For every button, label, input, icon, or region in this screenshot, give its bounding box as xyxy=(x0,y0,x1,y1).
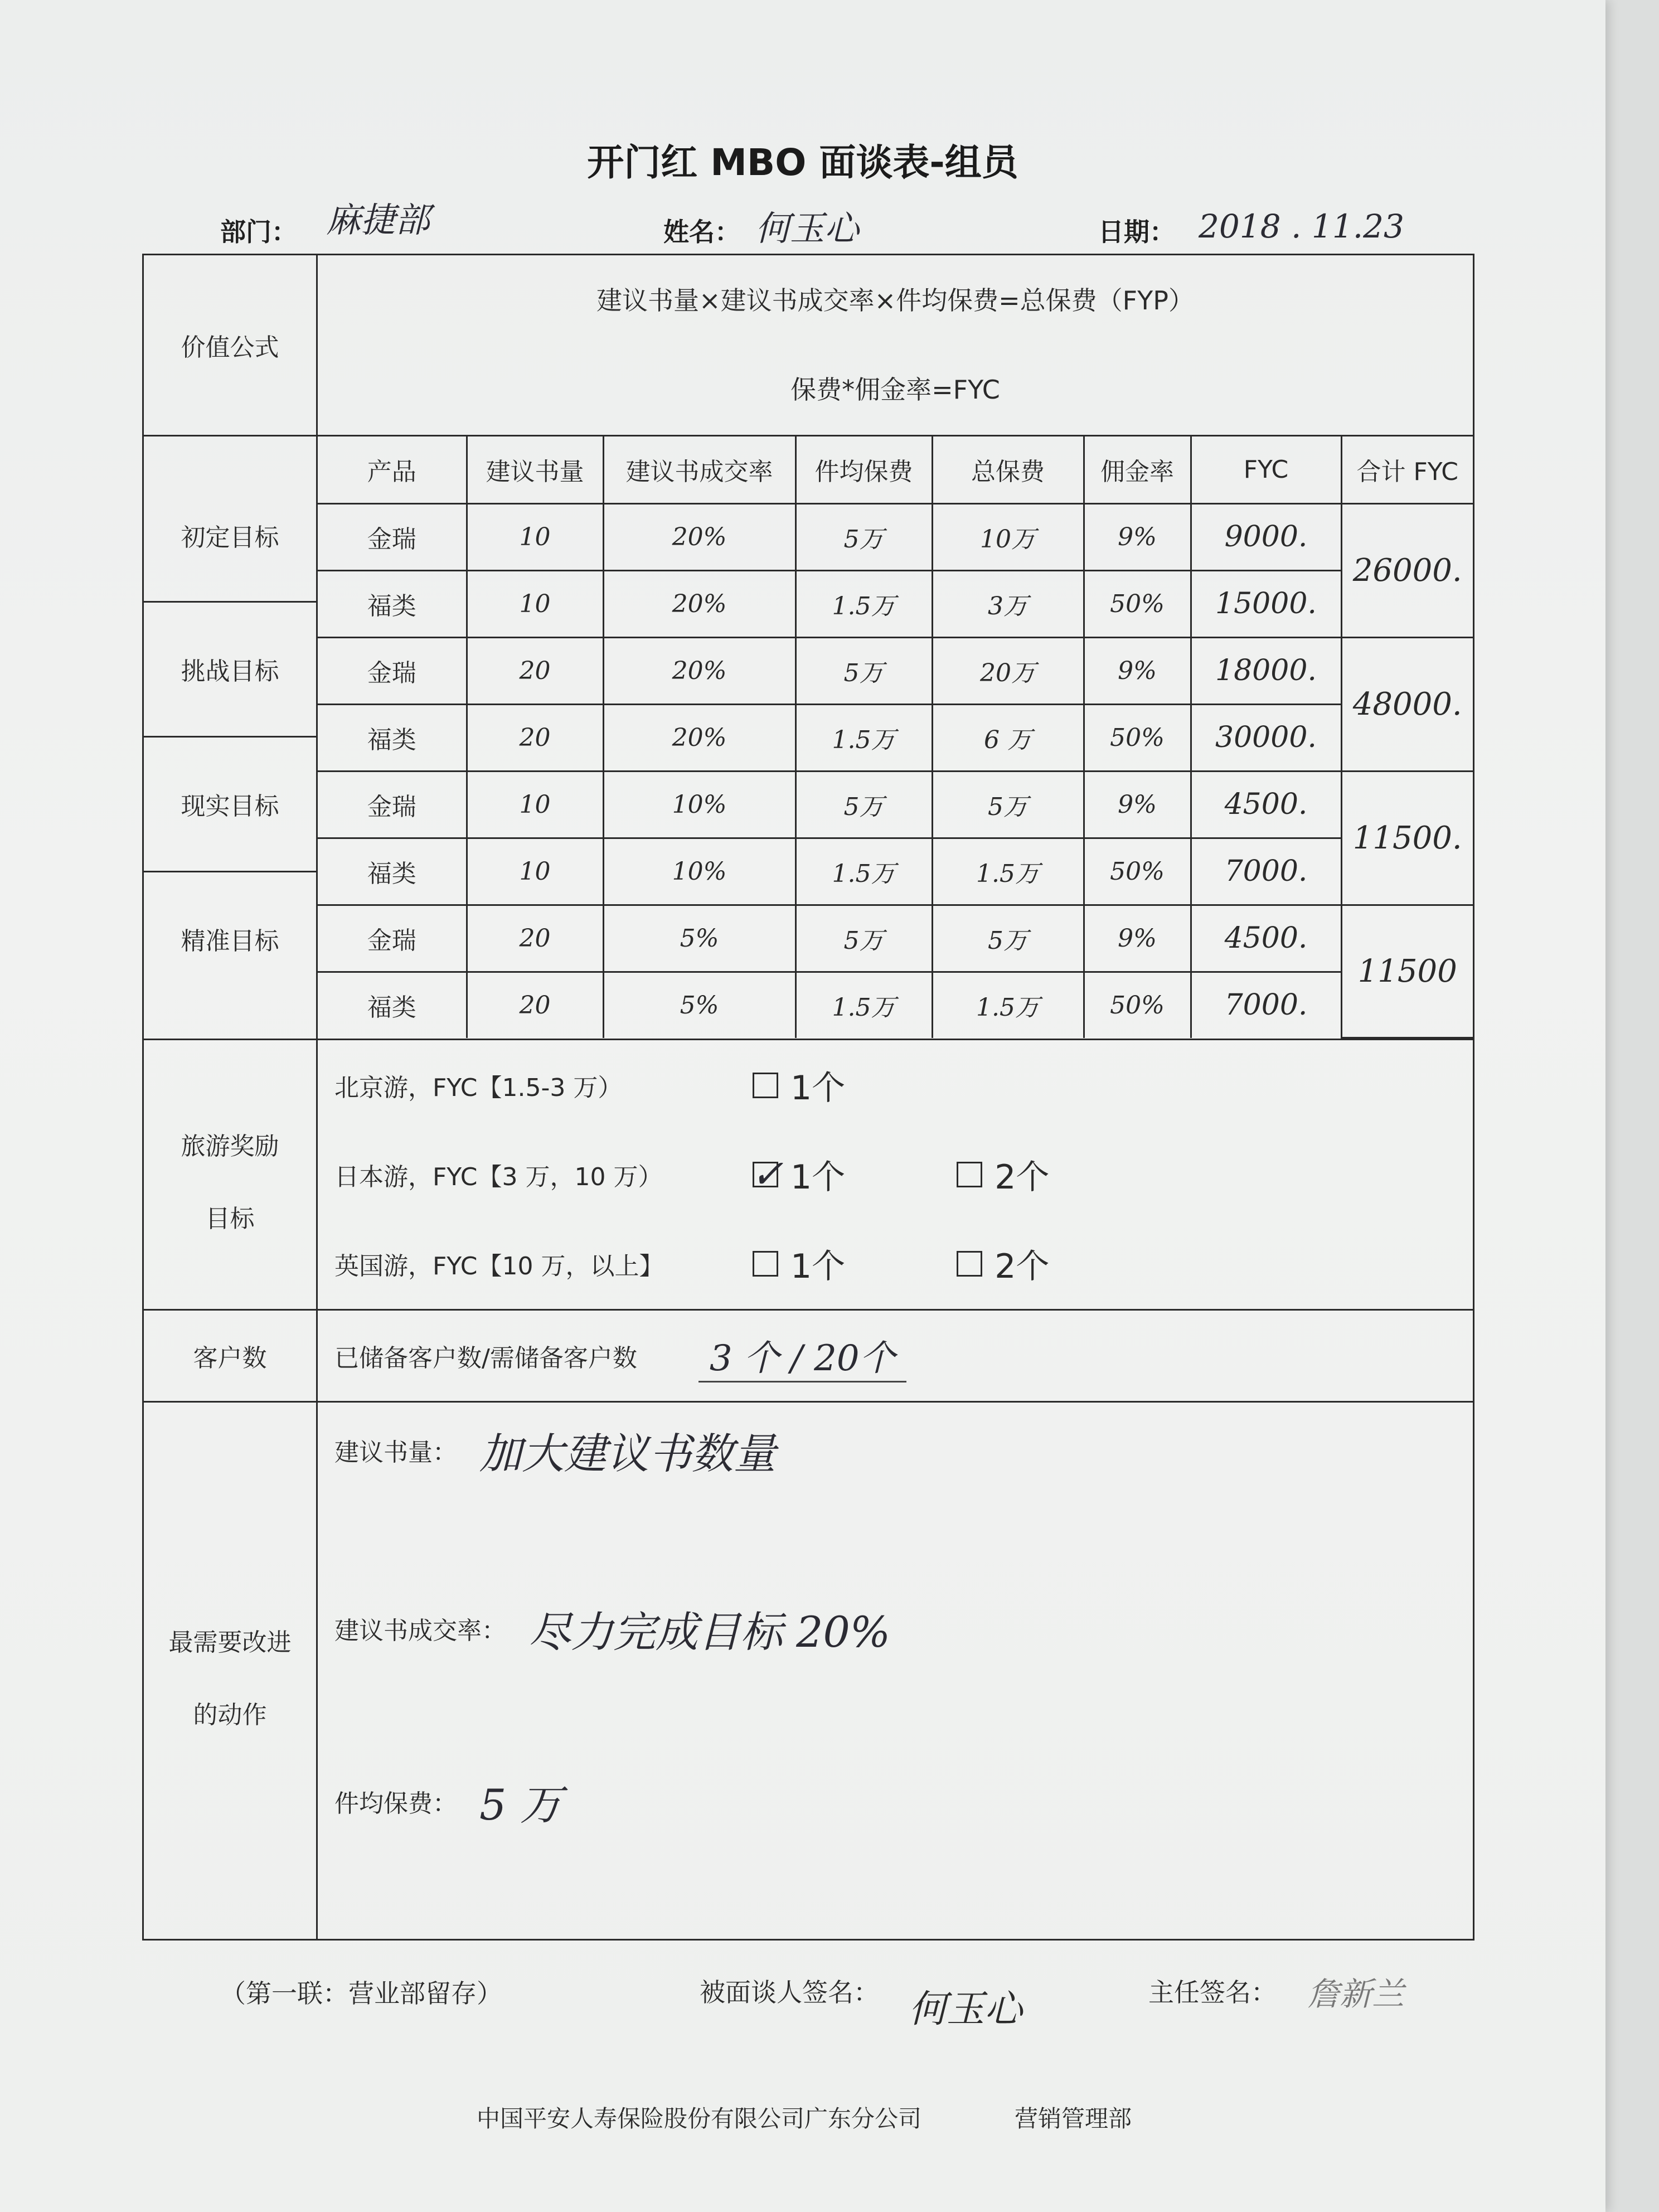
action-label: 建议书量： xyxy=(334,1438,457,1467)
row-avg-premium: 1.5万 xyxy=(795,972,932,1038)
row-rate: 5% xyxy=(603,905,795,972)
row-rate: 5% xyxy=(603,972,795,1038)
director-signature-label: 主任签名： xyxy=(1148,1977,1277,2007)
row-rate: 20% xyxy=(603,503,795,570)
row-product: 金瑞 xyxy=(318,503,467,570)
date-value: 2018 . 11.23 xyxy=(1199,207,1404,245)
beijing-option-1[interactable] xyxy=(753,1061,845,1109)
actions-cell xyxy=(317,1402,1474,1940)
travel-label-line1: 旅游奖励 xyxy=(181,1132,279,1161)
interviewee-signature-label: 被面谈人签名： xyxy=(700,1977,879,2007)
travel-options-cell xyxy=(317,1040,1474,1310)
travel-label xyxy=(143,1040,317,1310)
row-commission: 9% xyxy=(1084,771,1191,838)
row-rate: 20% xyxy=(603,704,795,771)
row-commission: 9% xyxy=(1084,503,1191,570)
targets-table xyxy=(318,436,1473,1039)
row-avg-premium: 1.5万 xyxy=(795,704,932,771)
row-commission: 50% xyxy=(1084,570,1191,637)
row-product: 金瑞 xyxy=(318,905,467,972)
actions-label-line2: 的动作 xyxy=(193,1701,267,1729)
col-header-total-fyc: 合计 FYC xyxy=(1341,436,1473,503)
row-total-premium: 1.5万 xyxy=(932,972,1084,1038)
row-commission: 9% xyxy=(1084,637,1191,704)
department-name: 营销管理部 xyxy=(1015,2105,1132,2132)
row-rate: 10% xyxy=(603,771,795,838)
action-label: 件均保费： xyxy=(334,1789,457,1818)
checkbox-icon[interactable] xyxy=(753,1073,778,1098)
row-avg-premium: 5万 xyxy=(795,637,932,704)
travel-label-line2: 目标 xyxy=(205,1205,255,1233)
uk-option-2[interactable] xyxy=(957,1240,1049,1288)
target-group-label: 挑战目标 xyxy=(144,601,316,736)
formula-line-2: 保费*佣金率=FYC xyxy=(790,375,1000,405)
beijing-row xyxy=(318,1041,1473,1130)
col-header-commission: 佣金率 xyxy=(1084,436,1191,503)
row-count: 20 xyxy=(467,972,603,1038)
target-group-label: 初定目标 xyxy=(144,470,316,602)
targets-side-table xyxy=(144,470,316,1006)
formula-line-1: 建议书量×建议书成交率×件均保费=总保费（FYP） xyxy=(596,285,1194,316)
mbo-form-table xyxy=(142,254,1474,1941)
row-avg-premium: 5万 xyxy=(795,771,932,838)
row-total-premium: 10万 xyxy=(932,503,1084,570)
row-count: 20 xyxy=(467,637,603,704)
row-total-premium: 3万 xyxy=(932,570,1084,637)
action-item xyxy=(318,1403,1473,1497)
name-value: 何玉心 xyxy=(755,208,860,249)
option-label: 1个 xyxy=(790,1158,846,1197)
action-value: 5 万 xyxy=(479,1779,562,1830)
row-commission: 50% xyxy=(1084,972,1191,1038)
date-label: 日期： xyxy=(1098,217,1175,247)
checkbox-icon[interactable] xyxy=(753,1251,778,1277)
col-header-fyc: FYC xyxy=(1191,436,1341,503)
row-total-premium: 6 万 xyxy=(932,704,1084,771)
action-item xyxy=(318,1581,1473,1676)
form-title: 开门红 MBO 面谈表-组员 xyxy=(587,141,1018,184)
row-avg-premium: 1.5万 xyxy=(795,838,932,905)
row-product: 金瑞 xyxy=(318,771,467,838)
action-item xyxy=(318,1754,1473,1849)
customers-text: 已储备客户数/需储备客户数 xyxy=(334,1344,637,1372)
row-count: 20 xyxy=(467,905,603,972)
row-fyc: 4500. xyxy=(1191,905,1341,972)
row-rate: 20% xyxy=(603,637,795,704)
row-commission: 50% xyxy=(1084,838,1191,905)
row-commission: 50% xyxy=(1084,704,1191,771)
name-label: 姓名： xyxy=(663,217,740,247)
group-total-fyc: 26000. xyxy=(1341,503,1473,637)
actions-label xyxy=(143,1402,317,1940)
customers-cell xyxy=(317,1310,1474,1402)
action-value: 加大建议书数量 xyxy=(479,1428,776,1478)
target-group-label: 精准目标 xyxy=(144,871,316,1006)
col-header-rate: 建议书成交率 xyxy=(603,436,795,503)
target-group-label: 现实目标 xyxy=(144,736,316,871)
actions-label-line1: 最需要改进 xyxy=(168,1628,292,1657)
col-header-total-premium: 总保费 xyxy=(932,436,1084,503)
row-product: 金瑞 xyxy=(318,637,467,704)
row-rate: 10% xyxy=(603,838,795,905)
customers-label: 客户数 xyxy=(143,1310,317,1402)
row-fyc: 9000. xyxy=(1191,503,1341,570)
interviewee-signature: 何玉心 xyxy=(909,1987,1023,2031)
checkbox-icon[interactable] xyxy=(957,1162,982,1187)
col-header-avg-premium: 件均保费 xyxy=(795,436,932,503)
row-total-premium: 5万 xyxy=(932,771,1084,838)
group-total-fyc: 11500 xyxy=(1341,905,1473,1038)
row-commission: 9% xyxy=(1084,905,1191,972)
row-count: 10 xyxy=(467,503,603,570)
japan-row xyxy=(318,1130,1473,1219)
row-fyc: 15000. xyxy=(1191,570,1341,637)
row-avg-premium: 5万 xyxy=(795,905,932,972)
row-fyc: 4500. xyxy=(1191,771,1341,838)
row-product: 福类 xyxy=(318,570,467,637)
value-formula-label: 价值公式 xyxy=(143,255,317,436)
row-product: 福类 xyxy=(318,972,467,1038)
col-header-count: 建议书量 xyxy=(467,436,603,503)
option-label: 2个 xyxy=(995,1158,1050,1197)
row-total-premium: 20万 xyxy=(932,637,1084,704)
uk-row xyxy=(318,1219,1473,1308)
row-rate: 20% xyxy=(603,570,795,637)
row-product: 福类 xyxy=(318,704,467,771)
copy-note: （第一联：营业部留存） xyxy=(220,1978,502,2009)
japan-text: 日本游，FYC【3 万，10 万） xyxy=(334,1163,663,1191)
customers-value: 3 个 / 20个 xyxy=(698,1330,906,1382)
row-total-premium: 1.5万 xyxy=(932,838,1084,905)
row-avg-premium: 5万 xyxy=(795,503,932,570)
row-total-premium: 5万 xyxy=(932,905,1084,972)
row-count: 20 xyxy=(467,704,603,771)
action-value: 尽力完成目标 20% xyxy=(528,1607,891,1657)
row-product: 福类 xyxy=(318,838,467,905)
checkbox-icon[interactable] xyxy=(957,1251,982,1277)
value-formula-cell xyxy=(317,255,1474,436)
row-avg-premium: 1.5万 xyxy=(795,570,932,637)
customers-line xyxy=(318,1330,1473,1382)
option-label: 1个 xyxy=(790,1069,846,1108)
beijing-text: 北京游，FYC【1.5-3 万） xyxy=(334,1074,623,1102)
row-count: 10 xyxy=(467,771,603,838)
row-fyc: 7000. xyxy=(1191,838,1341,905)
option-label: 2个 xyxy=(995,1247,1050,1286)
check-mark-icon: ✓ xyxy=(751,1151,784,1197)
uk-text: 英国游，FYC【10 万，以上】 xyxy=(334,1252,664,1280)
row-count: 10 xyxy=(467,570,603,637)
row-fyc: 7000. xyxy=(1191,972,1341,1038)
uk-option-1[interactable] xyxy=(753,1240,845,1288)
dept-label: 部门： xyxy=(220,217,297,247)
group-total-fyc: 11500. xyxy=(1341,771,1473,905)
director-signature: 詹新兰 xyxy=(1307,1975,1405,2013)
targets-grid-cell xyxy=(317,436,1474,1040)
checkbox-checked-icon[interactable] xyxy=(751,1151,784,1197)
japan-option-2[interactable] xyxy=(957,1151,1049,1199)
option-label: 1个 xyxy=(790,1247,846,1286)
row-count: 10 xyxy=(467,838,603,905)
targets-side-column xyxy=(143,436,317,1040)
action-label: 建议书成交率： xyxy=(334,1617,506,1645)
row-fyc: 30000. xyxy=(1191,704,1341,771)
company-name: 中国平安人寿保险股份有限公司广东分公司 xyxy=(477,2105,922,2132)
group-total-fyc: 48000. xyxy=(1341,637,1473,771)
japan-option-1[interactable] xyxy=(753,1151,845,1199)
row-fyc: 18000. xyxy=(1191,637,1341,704)
col-header-product: 产品 xyxy=(318,436,467,503)
dept-value: 麻捷部 xyxy=(326,200,430,240)
